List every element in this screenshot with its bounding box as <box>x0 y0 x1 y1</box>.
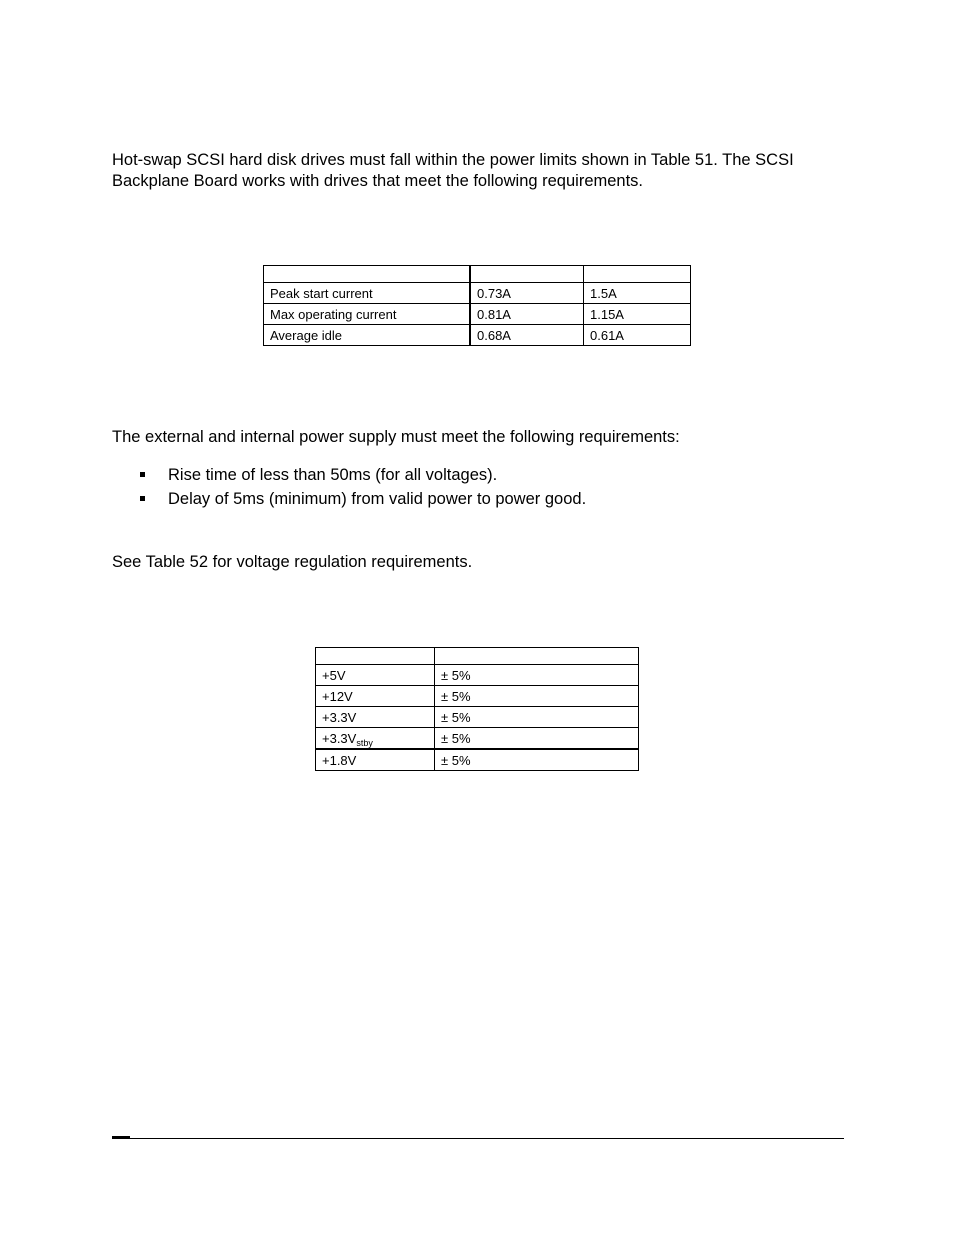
table-row <box>316 686 639 707</box>
table-header-row <box>264 266 691 283</box>
bullet-square-icon <box>140 496 145 501</box>
bullet-square-icon <box>140 472 145 477</box>
voltage-label: +3.3V <box>322 709 357 725</box>
table-row <box>316 707 639 728</box>
table-cell: ± 5% <box>435 707 639 728</box>
power-supply-paragraph: The external and internal power supply must meet the following requirements: <box>112 428 680 446</box>
table-cell: Peak start current <box>264 283 471 304</box>
table-cell: 0.61A <box>584 325 691 346</box>
table-header-cell <box>316 648 435 665</box>
table-cell: Average idle <box>264 325 471 346</box>
drive-power-limits-table <box>263 265 691 346</box>
table-row <box>264 304 691 325</box>
table-header-row <box>316 648 639 665</box>
voltage-reference-paragraph: See Table 52 for voltage regulation requirements. <box>112 553 473 571</box>
table-cell: 1.15A <box>584 304 691 325</box>
table-cell: 0.81A <box>470 304 584 325</box>
table-row <box>264 283 691 304</box>
table-cell: ± 5% <box>435 728 639 750</box>
voltage-label: +1.8V <box>322 752 357 768</box>
table-cell: Max operating current <box>264 304 471 325</box>
table-row <box>264 325 691 346</box>
list-item <box>140 464 586 488</box>
voltage-regulation-table <box>315 647 639 771</box>
table-cell <box>316 728 435 750</box>
list-item-text: Delay of 5ms (minimum) from valid power to power good. <box>168 490 587 508</box>
table-cell: ± 5% <box>435 749 639 771</box>
voltage-label: +12V <box>322 688 353 704</box>
list-item <box>140 488 586 512</box>
table-cell <box>316 665 435 686</box>
table-cell: ± 5% <box>435 665 639 686</box>
list-item-text: Rise time of less than 50ms (for all voltages). <box>168 466 498 484</box>
table-header-cell <box>470 266 584 283</box>
footer-rule <box>112 1138 844 1139</box>
table-cell: 1.5A <box>584 283 691 304</box>
table-cell: 0.73A <box>470 283 584 304</box>
table-cell: ± 5% <box>435 686 639 707</box>
table-header-cell <box>584 266 691 283</box>
voltage-subscript: stby <box>356 737 373 748</box>
table-row <box>316 728 639 750</box>
table-row <box>316 665 639 686</box>
voltage-label: +3.3V <box>322 730 357 746</box>
voltage-label: +5V <box>322 667 346 683</box>
requirements-list <box>140 464 586 512</box>
table-header-cell <box>435 648 639 665</box>
table-cell <box>316 707 435 728</box>
table-cell <box>316 749 435 771</box>
drive-limits-paragraph: Hot-swap SCSI hard disk drives must fall within the power limits shown in Table 51. The SCSI Backplane Board works with drives that meet the following requirements. <box>112 151 794 190</box>
table-cell <box>316 686 435 707</box>
table-row <box>316 749 639 771</box>
table-header-cell <box>264 266 471 283</box>
table-cell: 0.68A <box>470 325 584 346</box>
